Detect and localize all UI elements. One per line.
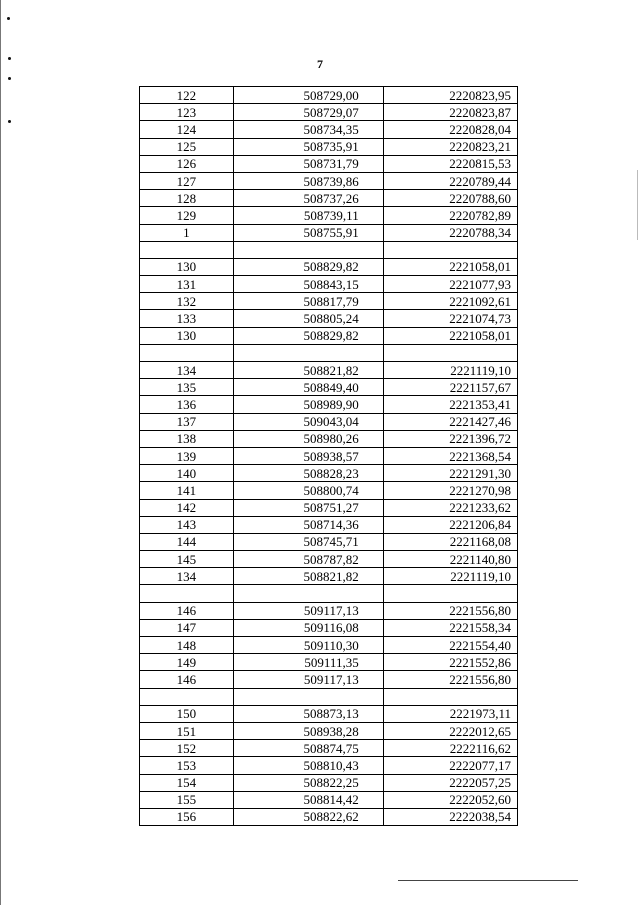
x-coordinate-cell: 508810,43 — [233, 757, 383, 774]
y-coordinate-cell: 2220782,89 — [383, 207, 517, 224]
x-coordinate-cell: 508938,28 — [233, 722, 383, 739]
table-row — [140, 516, 518, 533]
point-number-cell: 1 — [140, 224, 234, 241]
table-row — [140, 224, 518, 241]
y-coordinate-cell — [383, 344, 517, 361]
point-number-cell: 128 — [140, 190, 234, 207]
y-coordinate-cell: 2221119,10 — [383, 568, 517, 585]
point-number-cell: 130 — [140, 258, 234, 275]
x-coordinate-cell: 508739,11 — [233, 207, 383, 224]
table-row — [140, 379, 518, 396]
point-number-cell: 125 — [140, 138, 234, 155]
x-coordinate-cell: 508821,82 — [233, 568, 383, 585]
margin-mark — [7, 17, 10, 20]
table-row — [140, 293, 518, 310]
separator-row — [140, 585, 518, 602]
margin-mark — [8, 77, 11, 80]
x-coordinate-cell: 508873,13 — [233, 705, 383, 722]
y-coordinate-cell: 2222038,54 — [383, 808, 517, 825]
table-row — [140, 791, 518, 808]
point-number-cell: 148 — [140, 637, 234, 654]
y-coordinate-cell: 2221206,84 — [383, 516, 517, 533]
y-coordinate-cell: 2221558,34 — [383, 619, 517, 636]
point-number-cell: 124 — [140, 121, 234, 138]
point-number-cell: 123 — [140, 104, 234, 121]
y-coordinate-cell: 2220788,60 — [383, 190, 517, 207]
x-coordinate-cell: 508745,71 — [233, 533, 383, 550]
point-number-cell: 133 — [140, 310, 234, 327]
x-coordinate-cell: 508849,40 — [233, 379, 383, 396]
x-coordinate-cell — [233, 688, 383, 705]
x-coordinate-cell: 508737,26 — [233, 190, 383, 207]
y-coordinate-cell: 2221427,46 — [383, 413, 517, 430]
y-coordinate-cell: 2220788,34 — [383, 224, 517, 241]
y-coordinate-cell: 2221368,54 — [383, 447, 517, 464]
point-number-cell — [140, 688, 234, 705]
point-number-cell: 150 — [140, 705, 234, 722]
point-number-cell: 141 — [140, 482, 234, 499]
y-coordinate-cell: 2220828,04 — [383, 121, 517, 138]
point-number-cell: 145 — [140, 551, 234, 568]
table-row — [140, 138, 518, 155]
x-coordinate-cell — [233, 241, 383, 258]
point-number-cell: 127 — [140, 172, 234, 189]
y-coordinate-cell: 2222052,60 — [383, 791, 517, 808]
table-row — [140, 104, 518, 121]
y-coordinate-cell: 2221973,11 — [383, 705, 517, 722]
point-number-cell: 155 — [140, 791, 234, 808]
point-number-cell — [140, 585, 234, 602]
y-coordinate-cell: 2221119,10 — [383, 362, 517, 379]
table-row — [140, 413, 518, 430]
y-coordinate-cell: 2221168,08 — [383, 533, 517, 550]
table-row — [140, 757, 518, 774]
y-coordinate-cell: 2221140,80 — [383, 551, 517, 568]
y-coordinate-cell — [383, 241, 517, 258]
y-coordinate-cell: 2222012,65 — [383, 722, 517, 739]
x-coordinate-cell: 508828,23 — [233, 465, 383, 482]
separator-row — [140, 688, 518, 705]
y-coordinate-cell — [383, 688, 517, 705]
table-row — [140, 722, 518, 739]
y-coordinate-cell: 2221556,80 — [383, 671, 517, 688]
x-coordinate-cell: 509110,30 — [233, 637, 383, 654]
x-coordinate-cell: 508729,07 — [233, 104, 383, 121]
x-coordinate-cell: 509117,13 — [233, 602, 383, 619]
table-row — [140, 602, 518, 619]
table-row — [140, 465, 518, 482]
x-coordinate-cell — [233, 585, 383, 602]
table-row — [140, 276, 518, 293]
point-number-cell: 137 — [140, 413, 234, 430]
table-row — [140, 568, 518, 585]
table-row — [140, 774, 518, 791]
point-number-cell: 152 — [140, 740, 234, 757]
y-coordinate-cell: 2222077,17 — [383, 757, 517, 774]
x-coordinate-cell — [233, 344, 383, 361]
point-number-cell: 138 — [140, 430, 234, 447]
table-row — [140, 533, 518, 550]
x-coordinate-cell: 508800,74 — [233, 482, 383, 499]
x-coordinate-cell: 508874,75 — [233, 740, 383, 757]
x-coordinate-cell: 508814,42 — [233, 791, 383, 808]
x-coordinate-cell: 508843,15 — [233, 276, 383, 293]
point-number-cell: 147 — [140, 619, 234, 636]
y-coordinate-cell: 2221058,01 — [383, 327, 517, 344]
point-number-cell: 146 — [140, 602, 234, 619]
coordinates-table-body — [140, 87, 518, 826]
scan-right-edge — [637, 170, 638, 240]
table-row — [140, 551, 518, 568]
scan-left-edge — [0, 0, 1, 905]
x-coordinate-cell: 508980,26 — [233, 430, 383, 447]
point-number-cell: 146 — [140, 671, 234, 688]
x-coordinate-cell: 508822,25 — [233, 774, 383, 791]
x-coordinate-cell: 508755,91 — [233, 224, 383, 241]
separator-row — [140, 344, 518, 361]
table-row — [140, 447, 518, 464]
y-coordinate-cell — [383, 585, 517, 602]
point-number-cell: 140 — [140, 465, 234, 482]
point-number-cell: 132 — [140, 293, 234, 310]
y-coordinate-cell: 2221270,98 — [383, 482, 517, 499]
x-coordinate-cell: 508735,91 — [233, 138, 383, 155]
table-row — [140, 310, 518, 327]
y-coordinate-cell: 2221074,73 — [383, 310, 517, 327]
table-row — [140, 482, 518, 499]
x-coordinate-cell: 508817,79 — [233, 293, 383, 310]
table-row — [140, 327, 518, 344]
y-coordinate-cell: 2221552,86 — [383, 654, 517, 671]
x-coordinate-cell: 508821,82 — [233, 362, 383, 379]
y-coordinate-cell: 2221291,30 — [383, 465, 517, 482]
y-coordinate-cell: 2221077,93 — [383, 276, 517, 293]
table-row — [140, 430, 518, 447]
table-row — [140, 87, 518, 104]
footer-rule — [398, 880, 578, 881]
table-row — [140, 362, 518, 379]
y-coordinate-cell: 2221058,01 — [383, 258, 517, 275]
table-row — [140, 654, 518, 671]
point-number-cell: 139 — [140, 447, 234, 464]
point-number-cell: 129 — [140, 207, 234, 224]
point-number-cell: 151 — [140, 722, 234, 739]
margin-mark — [8, 120, 11, 123]
coordinates-table — [139, 86, 518, 826]
x-coordinate-cell: 508734,35 — [233, 121, 383, 138]
point-number-cell: 122 — [140, 87, 234, 104]
x-coordinate-cell: 508938,57 — [233, 447, 383, 464]
x-coordinate-cell: 508729,00 — [233, 87, 383, 104]
y-coordinate-cell: 2221157,67 — [383, 379, 517, 396]
point-number-cell — [140, 241, 234, 258]
table-row — [140, 619, 518, 636]
y-coordinate-cell: 2221092,61 — [383, 293, 517, 310]
table-row — [140, 740, 518, 757]
table-row — [140, 808, 518, 825]
y-coordinate-cell: 2220823,21 — [383, 138, 517, 155]
x-coordinate-cell: 508829,82 — [233, 258, 383, 275]
point-number-cell: 149 — [140, 654, 234, 671]
y-coordinate-cell: 2221554,40 — [383, 637, 517, 654]
table-row — [140, 258, 518, 275]
table-row — [140, 499, 518, 516]
point-number-cell: 144 — [140, 533, 234, 550]
page-number: 7 — [317, 57, 323, 71]
x-coordinate-cell: 508989,90 — [233, 396, 383, 413]
x-coordinate-cell: 508787,82 — [233, 551, 383, 568]
point-number-cell: 135 — [140, 379, 234, 396]
point-number-cell: 126 — [140, 155, 234, 172]
y-coordinate-cell: 2221233,62 — [383, 499, 517, 516]
x-coordinate-cell: 509116,08 — [233, 619, 383, 636]
point-number-cell — [140, 344, 234, 361]
point-number-cell: 136 — [140, 396, 234, 413]
point-number-cell: 142 — [140, 499, 234, 516]
table-row — [140, 121, 518, 138]
y-coordinate-cell: 2221556,80 — [383, 602, 517, 619]
x-coordinate-cell: 508805,24 — [233, 310, 383, 327]
y-coordinate-cell: 2222116,62 — [383, 740, 517, 757]
point-number-cell: 131 — [140, 276, 234, 293]
x-coordinate-cell: 508714,36 — [233, 516, 383, 533]
x-coordinate-cell: 508751,27 — [233, 499, 383, 516]
point-number-cell: 130 — [140, 327, 234, 344]
x-coordinate-cell: 508739,86 — [233, 172, 383, 189]
table-row — [140, 172, 518, 189]
point-number-cell: 153 — [140, 757, 234, 774]
x-coordinate-cell: 508829,82 — [233, 327, 383, 344]
x-coordinate-cell: 509111,35 — [233, 654, 383, 671]
y-coordinate-cell: 2220823,95 — [383, 87, 517, 104]
table-row — [140, 671, 518, 688]
point-number-cell: 134 — [140, 568, 234, 585]
point-number-cell: 154 — [140, 774, 234, 791]
y-coordinate-cell: 2221396,72 — [383, 430, 517, 447]
y-coordinate-cell: 2222057,25 — [383, 774, 517, 791]
point-number-cell: 143 — [140, 516, 234, 533]
y-coordinate-cell: 2220815,53 — [383, 155, 517, 172]
x-coordinate-cell: 508822,62 — [233, 808, 383, 825]
y-coordinate-cell: 2220823,87 — [383, 104, 517, 121]
x-coordinate-cell: 509117,13 — [233, 671, 383, 688]
point-number-cell: 156 — [140, 808, 234, 825]
table-row — [140, 705, 518, 722]
point-number-cell: 134 — [140, 362, 234, 379]
table-row — [140, 155, 518, 172]
x-coordinate-cell: 508731,79 — [233, 155, 383, 172]
table-row — [140, 190, 518, 207]
table-row — [140, 396, 518, 413]
y-coordinate-cell: 2220789,44 — [383, 172, 517, 189]
y-coordinate-cell: 2221353,41 — [383, 396, 517, 413]
x-coordinate-cell: 509043,04 — [233, 413, 383, 430]
table-row — [140, 637, 518, 654]
separator-row — [140, 241, 518, 258]
table-row — [140, 207, 518, 224]
